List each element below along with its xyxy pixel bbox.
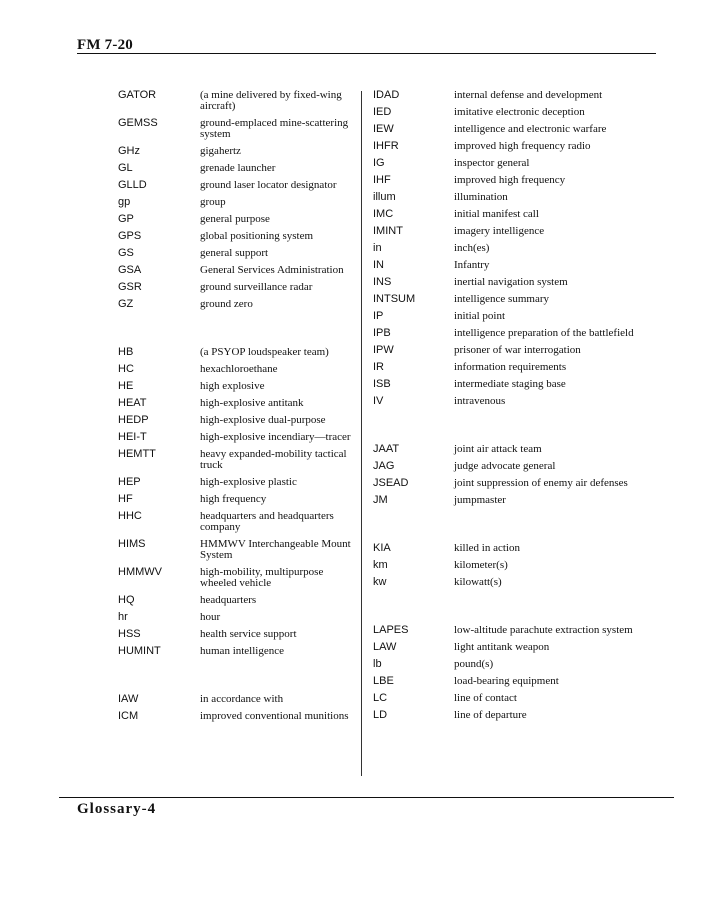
glossary-entry [118, 629, 356, 640]
entry-abbr: LAPES [373, 624, 409, 636]
glossary-entry [373, 659, 643, 670]
glossary-entry [373, 710, 643, 721]
entry-definition: pound(s) [454, 658, 494, 670]
glossary-entry [118, 197, 356, 208]
entry-definition: low-altitude parachute extraction system [454, 624, 633, 636]
glossary-entry [118, 214, 356, 225]
glossary-entry [118, 398, 356, 409]
glossary-entry [118, 477, 356, 488]
glossary-entry [373, 560, 643, 571]
glossary-entry [373, 461, 643, 472]
entry-definition: kilometer(s) [454, 559, 508, 571]
entry-abbr: HMMWV [118, 566, 162, 578]
glossary-entry [118, 432, 356, 443]
glossary-entry [118, 90, 356, 112]
glossary-entry [373, 260, 643, 271]
entry-definition: imitative electronic deception [454, 106, 585, 118]
entry-definition: internal defense and development [454, 89, 603, 101]
entry-abbr: GLLD [118, 179, 147, 191]
entry-abbr: in [373, 242, 382, 254]
entry-definition: headquarters [200, 594, 257, 606]
entry-definition: intelligence preparation of the battlefield [454, 327, 634, 339]
entry-abbr: IHFR [373, 140, 399, 152]
entry-abbr: GPS [118, 230, 142, 242]
entry-abbr: GHz [118, 145, 140, 157]
glossary-entry [118, 567, 356, 589]
entry-definition: general purpose [200, 213, 270, 225]
entry-definition: jumpmaster [454, 494, 506, 506]
column-divider [361, 91, 362, 776]
entry-definition: (a mine delivered by fixed-wing aircraft) [200, 89, 342, 112]
glossary-entry [118, 231, 356, 242]
glossary-entry [373, 495, 643, 506]
entry-definition: improved conventional munitions [200, 710, 349, 722]
entry-abbr: LBE [373, 675, 394, 687]
glossary-entry [373, 577, 643, 588]
entry-definition: high-mobility, multipurpose wheeled vehicle [200, 566, 324, 589]
entry-definition: inspector general [454, 157, 530, 169]
entry-abbr: IED [373, 106, 392, 118]
entry-abbr: HC [118, 363, 134, 375]
glossary-entry [118, 415, 356, 426]
entry-abbr: GSA [118, 264, 142, 276]
glossary-entry [118, 118, 356, 140]
entry-definition: Infantry [454, 259, 490, 271]
glossary-entry [373, 444, 643, 455]
entry-abbr: IDAD [373, 89, 400, 101]
entry-definition: light antitank weapon [454, 641, 550, 653]
entry-definition: global positioning system [200, 230, 314, 242]
glossary-entry [118, 347, 356, 358]
header-rule [77, 53, 656, 54]
entry-abbr: HEI-T [118, 431, 147, 443]
glossary-entry [118, 595, 356, 606]
entry-definition: load-bearing equipment [454, 675, 559, 687]
entry-abbr: IG [373, 157, 385, 169]
entry-definition: hour [200, 611, 221, 623]
entry-abbr: JSEAD [373, 477, 409, 489]
entry-definition: information requirements [454, 361, 567, 373]
entry-abbr: GP [118, 213, 134, 225]
entry-abbr: GSR [118, 281, 142, 293]
entry-abbr: kw [373, 576, 387, 588]
entry-abbr: HE [118, 380, 134, 392]
entry-definition: high-explosive plastic [200, 476, 297, 488]
entry-abbr: HF [118, 493, 133, 505]
glossary-entry [373, 209, 643, 220]
glossary-entry [373, 693, 643, 704]
glossary-entry [118, 265, 356, 276]
entry-definition: intravenous [454, 395, 506, 407]
entry-abbr: illum [373, 191, 396, 203]
entry-abbr: KIA [373, 542, 391, 554]
entry-definition: high-explosive incendiary—tracer [200, 431, 351, 443]
glossary-entry [373, 543, 643, 554]
entry-abbr: IN [373, 259, 384, 271]
entry-abbr: GZ [118, 298, 134, 310]
entry-definition: judge advocate general [454, 460, 556, 472]
entry-definition: kilowatt(s) [454, 576, 502, 588]
entry-definition: intelligence summary [454, 293, 549, 305]
entry-abbr: JAG [373, 460, 395, 472]
entry-definition: initial point [454, 310, 506, 322]
glossary-entry [373, 192, 643, 203]
entry-definition: high explosive [200, 380, 265, 392]
entry-abbr: hr [118, 611, 128, 623]
entry-abbr: LAW [373, 641, 397, 653]
glossary-entry [118, 494, 356, 505]
glossary-entry [373, 396, 643, 407]
glossary-entry [373, 243, 643, 254]
entry-abbr: ISB [373, 378, 391, 390]
glossary-entry [118, 299, 356, 310]
entry-abbr: HEP [118, 476, 141, 488]
entry-abbr: HQ [118, 594, 135, 606]
entry-definition: line of contact [454, 692, 517, 704]
glossary-entry [373, 625, 643, 636]
entry-definition: gigahertz [200, 145, 241, 157]
entry-definition: intelligence and electronic warfare [454, 123, 607, 135]
entry-abbr: JAAT [373, 443, 400, 455]
glossary-entry [373, 379, 643, 390]
glossary-entry [118, 539, 356, 561]
entry-definition: prisoner of war interrogation [454, 344, 581, 356]
glossary-entry [373, 478, 643, 489]
entry-abbr: IV [373, 395, 384, 407]
entry-definition: high-explosive antitank [200, 397, 304, 409]
glossary-left-column [118, 90, 356, 728]
entry-definition: General Services Administration [200, 264, 344, 276]
glossary-entry [118, 694, 356, 705]
entry-definition: health service support [200, 628, 297, 640]
entry-definition: (a PSYOP loudspeaker team) [200, 346, 329, 358]
glossary-entry [118, 146, 356, 157]
glossary-entry [373, 345, 643, 356]
glossary-entry [118, 449, 356, 471]
entry-definition: grenade launcher [200, 162, 276, 174]
glossary-entry [373, 107, 643, 118]
entry-definition: group [200, 196, 226, 208]
entry-definition: in accordance with [200, 693, 284, 705]
entry-definition: general support [200, 247, 269, 259]
glossary-entry [373, 158, 643, 169]
glossary-entry [118, 711, 356, 722]
entry-abbr: HEMTT [118, 448, 156, 460]
entry-definition: imagery intelligence [454, 225, 545, 237]
entry-definition: initial manifest call [454, 208, 539, 220]
glossary-entry [118, 163, 356, 174]
entry-definition: joint suppression of enemy air defenses [454, 477, 628, 489]
entry-abbr: GATOR [118, 89, 157, 101]
glossary-entry [118, 511, 356, 533]
entry-abbr: HSS [118, 628, 141, 640]
entry-definition: ground-emplaced mine-scattering system [200, 117, 349, 140]
entry-abbr: IPB [373, 327, 391, 339]
entry-definition: killed in action [454, 542, 520, 554]
entry-definition: line of departure [454, 709, 527, 721]
glossary-entry [118, 282, 356, 293]
entry-abbr: HEDP [118, 414, 149, 426]
entry-definition: high frequency [200, 493, 267, 505]
entry-abbr: IEW [373, 123, 394, 135]
glossary-entry [118, 646, 356, 657]
glossary-entry [373, 90, 643, 101]
glossary-entry [373, 175, 643, 186]
entry-abbr: HHC [118, 510, 142, 522]
entry-abbr: LC [373, 692, 388, 704]
entry-definition: hexachloroethane [200, 363, 278, 375]
glossary-entry [118, 248, 356, 259]
glossary-entry [118, 364, 356, 375]
entry-abbr: LD [373, 709, 388, 721]
entry-definition: high-explosive dual-purpose [200, 414, 326, 426]
entry-definition: joint air attack team [454, 443, 542, 455]
glossary-entry [373, 277, 643, 288]
entry-abbr: IPW [373, 344, 394, 356]
glossary-entry [118, 612, 356, 623]
entry-definition: heavy expanded-mobility tactical truck [200, 448, 347, 471]
entry-abbr: km [373, 559, 388, 571]
glossary-right-column [373, 90, 643, 727]
entry-definition: HMMWV Interchangeable Mount System [200, 538, 351, 561]
glossary-entry [373, 311, 643, 322]
entry-definition: improved high frequency radio [454, 140, 591, 152]
entry-abbr: IHF [373, 174, 391, 186]
entry-definition: ground zero [200, 298, 253, 310]
entry-definition: illumination [454, 191, 508, 203]
glossary-entry [373, 141, 643, 152]
glossary-entry [373, 642, 643, 653]
glossary-entry [118, 381, 356, 392]
entry-abbr: HB [118, 346, 134, 358]
entry-definition: inertial navigation system [454, 276, 568, 288]
entry-abbr: lb [373, 658, 382, 670]
entry-abbr: ICM [118, 710, 139, 722]
entry-definition: improved high frequency [454, 174, 566, 186]
entry-definition: headquarters and headquarters company [200, 510, 334, 533]
glossary-entry [118, 180, 356, 191]
entry-definition: ground laser locator designator [200, 179, 337, 191]
glossary-entry [373, 294, 643, 305]
letter-group-gap [373, 512, 643, 543]
page-footer-title: Glossary-4 [77, 801, 157, 817]
entry-abbr: JM [373, 494, 388, 506]
page-header-title: FM 7-20 [77, 37, 133, 53]
glossary-entry [373, 676, 643, 687]
entry-abbr: IMINT [373, 225, 403, 237]
glossary-entry [373, 328, 643, 339]
entry-abbr: gp [118, 196, 131, 208]
entry-abbr: IMC [373, 208, 394, 220]
letter-group-gap [118, 316, 356, 347]
letter-group-gap [373, 413, 643, 444]
letter-group-gap [373, 594, 643, 625]
entry-abbr: HUMINT [118, 645, 161, 657]
entry-abbr: INS [373, 276, 392, 288]
entry-definition: human intelligence [200, 645, 284, 657]
entry-definition: inch(es) [454, 242, 490, 254]
letter-group-gap [118, 663, 356, 694]
entry-definition: ground surveillance radar [200, 281, 313, 293]
glossary-entry [373, 226, 643, 237]
entry-abbr: HEAT [118, 397, 147, 409]
glossary-entry [373, 362, 643, 373]
entry-abbr: IR [373, 361, 384, 373]
entry-abbr: GEMSS [118, 117, 158, 129]
entry-abbr: GL [118, 162, 133, 174]
entry-abbr: HIMS [118, 538, 146, 550]
footer-rule [59, 797, 674, 798]
entry-abbr: IAW [118, 693, 139, 705]
entry-abbr: INTSUM [373, 293, 416, 305]
glossary-entry [373, 124, 643, 135]
entry-abbr: GS [118, 247, 134, 259]
entry-abbr: IP [373, 310, 384, 322]
entry-definition: intermediate staging base [454, 378, 566, 390]
